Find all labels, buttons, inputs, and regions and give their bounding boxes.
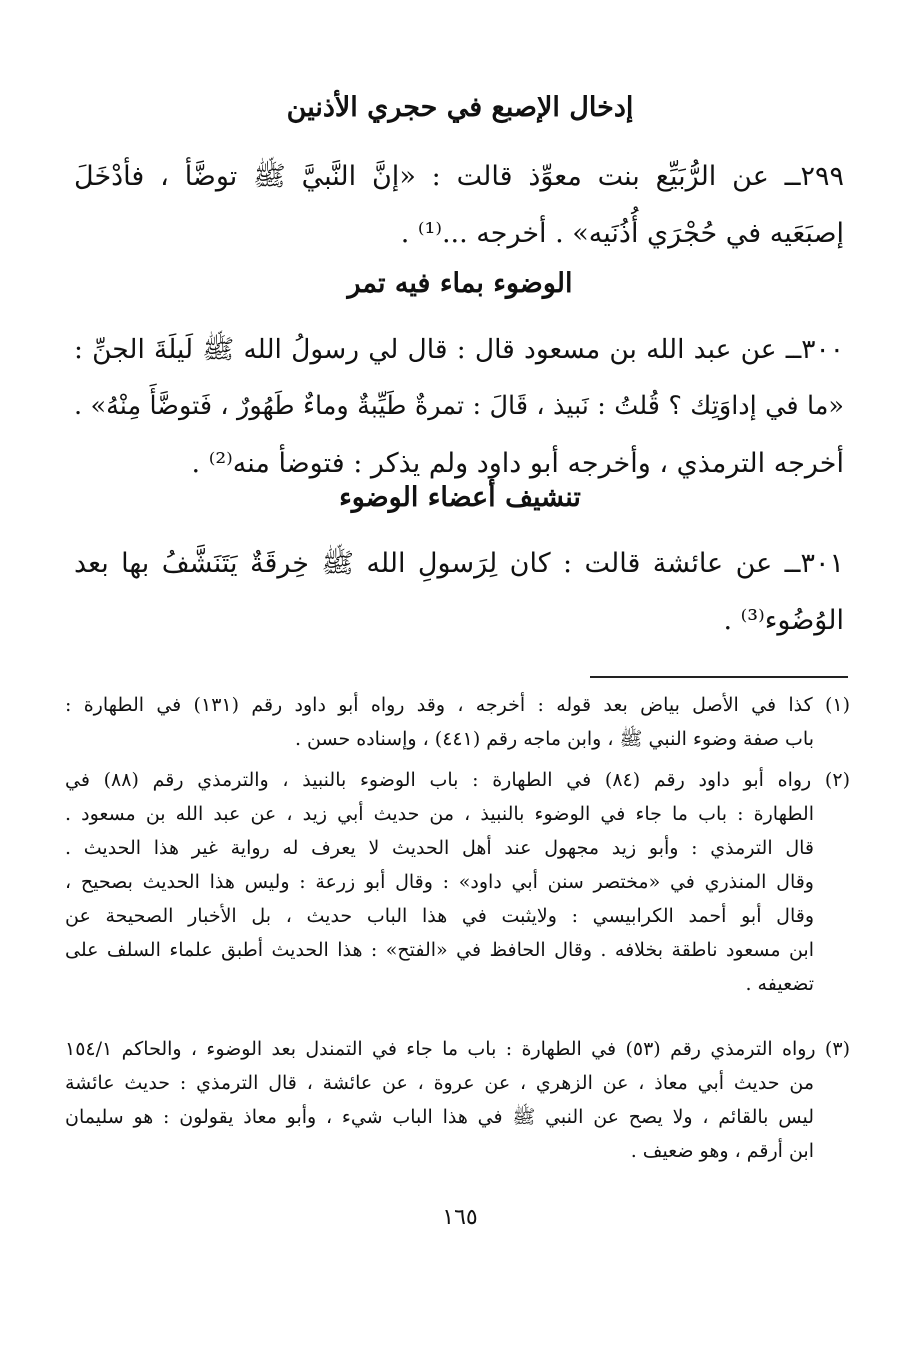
footnote-1: [65, 688, 850, 756]
footnote-line: وقال أبو أحمد الكرابيسي : ولايثبت في هذا الباب حديث ، بل الأخبار الصحيحة عن: [65, 905, 814, 927]
text-line: ٣٠٠ــ عن عبد الله بن مسعود قال : قال لي رسولُ الله ﷺ لَيلَةَ الجنِّ :: [74, 334, 844, 365]
footnote-line: تضعيفه .: [745, 973, 814, 995]
page-number: ١٦٥: [442, 1205, 478, 1230]
footnote-line: وقال المنذري في «مختصر سنن أبي داود» : وقال أبو زرعة : وليس هذا الحديث بصحيح ،: [65, 871, 814, 893]
footnote-divider: [590, 676, 848, 678]
section-heading: إدخال الإصبع في حجري الأذنين: [286, 92, 634, 123]
text-line: ٣٠١ــ عن عائشة قالت : كان لِرَسولِ الله ﷺ خِرقَةٌ يَتَنَشَّفُ بها بعد: [74, 548, 844, 579]
section-heading: الوضوء بماء فيه تمر: [347, 268, 573, 299]
text-line: الوُضُوء⁽³⁾ .: [723, 605, 844, 636]
text-line: «ما في إداوَتِك ؟ قُلتُ : نَبيذ ، قَالَ : تمرةٌ طَيِّبةٌ وماءٌ طَهُورٌ ، فَتوضَّأَ مِنْهُ» .: [74, 391, 844, 421]
footnote-3: [65, 1032, 850, 1168]
footnote-line: الطهارة : باب ما جاء في الوضوء بالنبيذ ، من حديث أبي زيد ، عن عبد الله بن مسعود .: [65, 803, 814, 825]
footnote-line: قال الترمذي : وأبو زيد مجهول عند أهل الحديث لا يعرف له رواية غير هذا الحديث .: [65, 837, 814, 859]
footnote-2: [65, 763, 850, 1001]
hadith-301: [74, 535, 844, 649]
hadith-300: [74, 321, 844, 492]
footnote-line: ليس بالقائم ، ولا يصح عن النبي ﷺ في هذا الباب شيء ، وأبو معاذ يقولون : هو سليمان: [65, 1106, 814, 1128]
text-line: إصبَعَيه في حُجْرَي أُذُنَيه» . أخرجه ...⁽¹⁾ .: [400, 218, 844, 249]
footnote-line: (٣) رواه الترمذي رقم (٥٣) في الطهارة : باب ما جاء في التمندل بعد الوضوء ، والحاكم ١٥٤/١: [65, 1038, 850, 1060]
footnote-line: (١) كذا في الأصل بياض بعد قوله : أخرجه ، وقد رواه أبو داود رقم (١٣١) في الطهارة :: [65, 694, 850, 716]
footnote-line: (٢) رواه أبو داود رقم (٨٤) في الطهارة : باب الوضوء بالنبيذ ، والترمذي رقم (٨٨) في: [65, 769, 850, 791]
section-heading: تنشيف أعضاء الوضوء: [339, 482, 581, 513]
footnote-line: ابن أرقم ، وهو ضعيف .: [630, 1140, 814, 1162]
hadith-299: [74, 148, 844, 262]
text-line: ٢٩٩ــ عن الرُّبَيِّع بنت معوِّذ قالت : «إنَّ النَّبيَّ ﷺ توضَّأ ، فأدْخَلَ: [74, 161, 844, 192]
footnote-line: من حديث أبي معاذ ، عن الزهري ، عن عروة ، عن عائشة ، قال الترمذي : حديث عائشة: [65, 1072, 814, 1094]
footnote-line: ابن مسعود ناطقة بخلافه . وقال الحافظ في «الفتح» : هذا الحديث أطبق علماء السلف على: [65, 939, 814, 961]
footnote-line: باب صفة وضوء النبي ﷺ ، وابن ماجه رقم (٤٤١) ، وإسناده حسن .: [294, 728, 814, 750]
text-line: أخرجه الترمذي ، وأخرجه أبو داود ولم يذكر : فتوضأ منه⁽²⁾ .: [191, 448, 844, 479]
